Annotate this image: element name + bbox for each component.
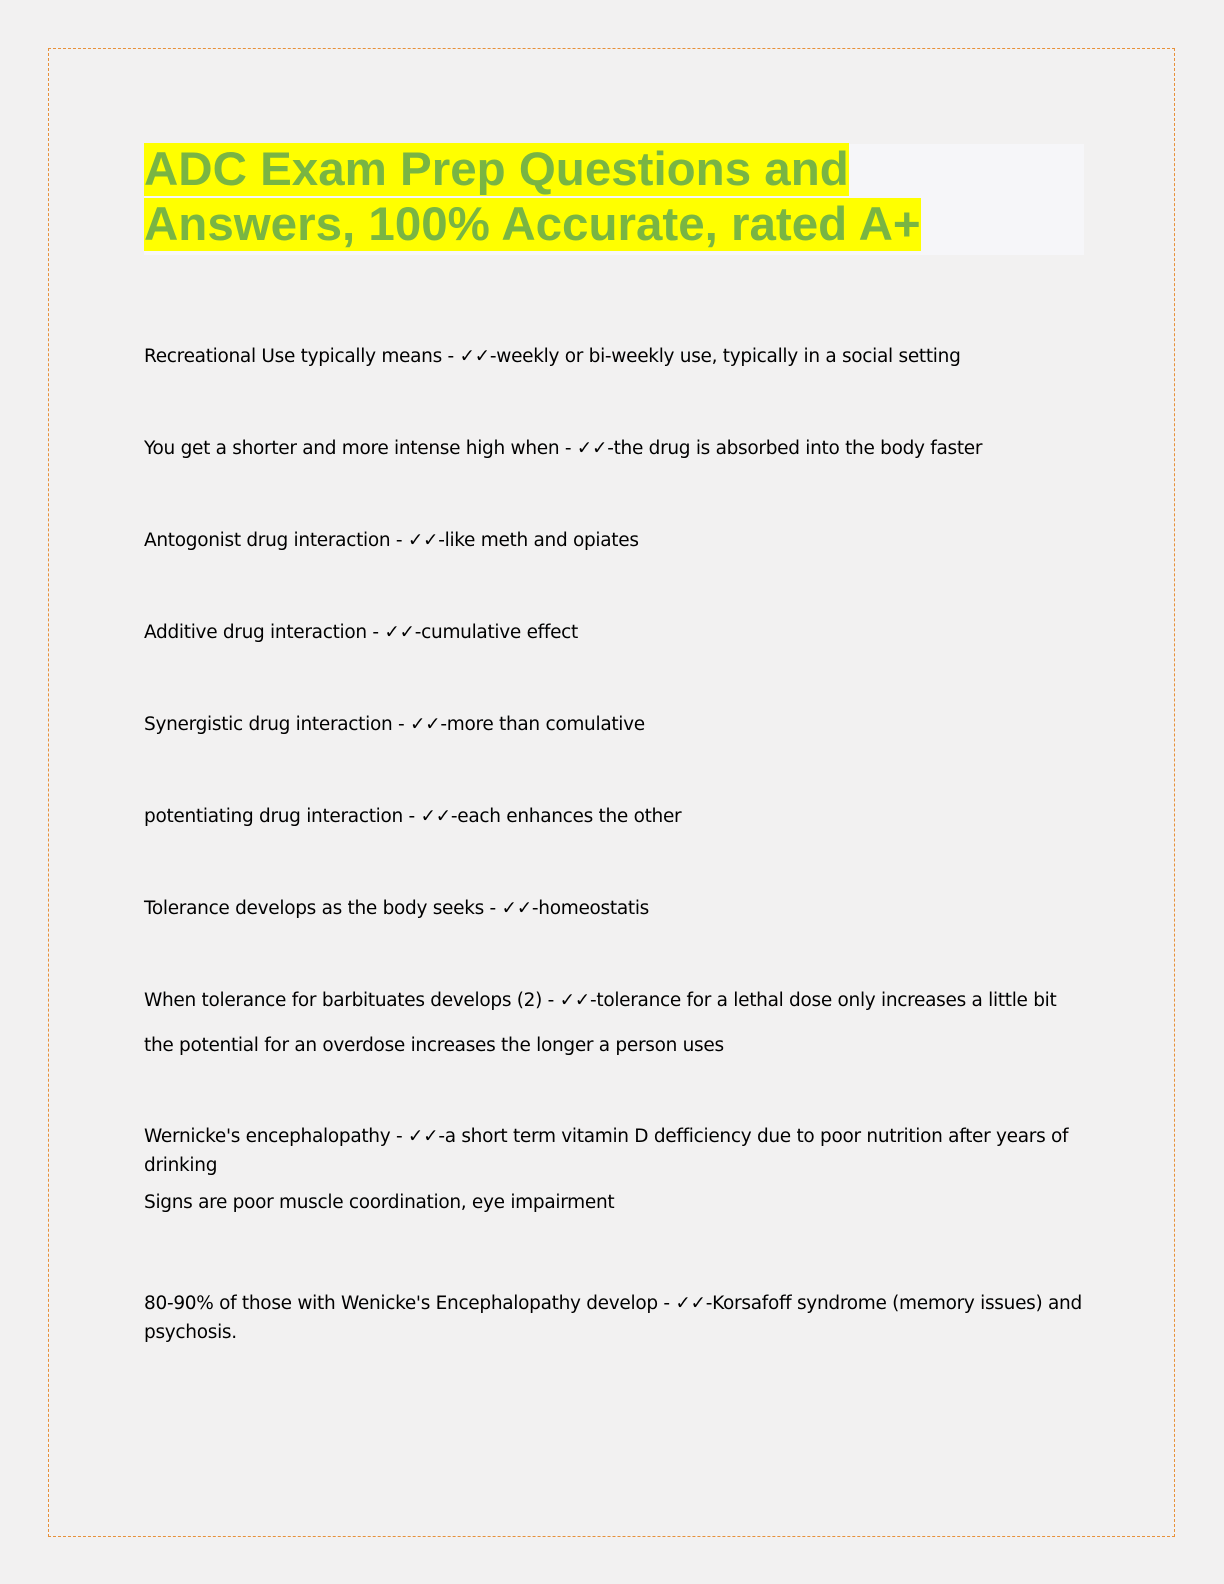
question: Synergistic drug interaction - — [144, 714, 410, 735]
qa-item-10 — [144, 1289, 1084, 1347]
qa-item-7 — [144, 894, 1084, 923]
qa-item-3 — [144, 526, 1084, 555]
qa-item-2 — [144, 434, 1084, 463]
answer: -each enhances the other — [450, 806, 682, 827]
answer: -Korsafoff syndrome (memory issues) and psychosis. — [144, 1293, 1082, 1343]
double-check-icon: ✓✓ — [384, 622, 415, 643]
double-check-icon: ✓✓ — [559, 990, 590, 1011]
qa-item-1 — [144, 342, 1084, 371]
answer: -homeostatis — [531, 898, 650, 919]
double-check-icon: ✓✓ — [576, 438, 608, 459]
title-line-2: Answers, 100% Accurate, rated A+ — [144, 198, 921, 251]
answer: -a short term vitamin D defficiency due to poor nutrition after years of drinking — [144, 1126, 1069, 1176]
qa-item-8 — [144, 986, 1084, 1060]
double-check-icon: ✓✓ — [409, 714, 441, 735]
question: You get a shorter and more intense high when - — [144, 438, 577, 459]
double-check-icon: ✓✓ — [407, 530, 439, 551]
question: 80-90% of those with Wenicke's Encephalopathy develop - — [144, 1293, 676, 1314]
question: Additive drug interaction - — [144, 622, 385, 643]
question: Tolerance develops as the body seeks - — [144, 898, 502, 919]
answer: -the drug is absorbed into the body faster — [607, 438, 983, 459]
double-check-icon: ✓✓ — [459, 346, 490, 367]
double-check-icon: ✓✓ — [407, 1126, 439, 1147]
double-check-icon: ✓✓ — [420, 806, 451, 827]
qa-item-4 — [144, 618, 1084, 647]
question: When tolerance for barbituates develops (2) - — [144, 990, 560, 1011]
answer: -more than comulative — [440, 714, 645, 735]
document-title — [144, 142, 1084, 252]
answer: -tolerance for a lethal dose only increases a little bit — [589, 990, 1057, 1011]
question: Wernicke's encephalopathy - — [144, 1126, 408, 1147]
title-line-1: ADC Exam Prep Questions and — [144, 143, 849, 196]
double-check-icon: ✓✓ — [675, 1293, 706, 1314]
qa-item-9 — [144, 1122, 1084, 1217]
qa-item-5 — [144, 710, 1084, 739]
question: Recreational Use typically means - — [144, 346, 460, 367]
question: Antogonist drug interaction - — [144, 530, 408, 551]
answer: -like meth and opiates — [438, 530, 639, 551]
answer: -cumulative effect — [414, 622, 578, 643]
double-check-icon: ✓✓ — [501, 898, 532, 919]
answer: -weekly or bi-weekly use, typically in a social setting — [489, 346, 961, 367]
qa-item-6 — [144, 802, 1084, 831]
answer-extra: Signs are poor muscle coordination, eye impairment — [144, 1192, 615, 1213]
question: potentiating drug interaction - — [144, 806, 421, 827]
answer-extra: the potential for an overdose increases the longer a person uses — [144, 1035, 724, 1056]
